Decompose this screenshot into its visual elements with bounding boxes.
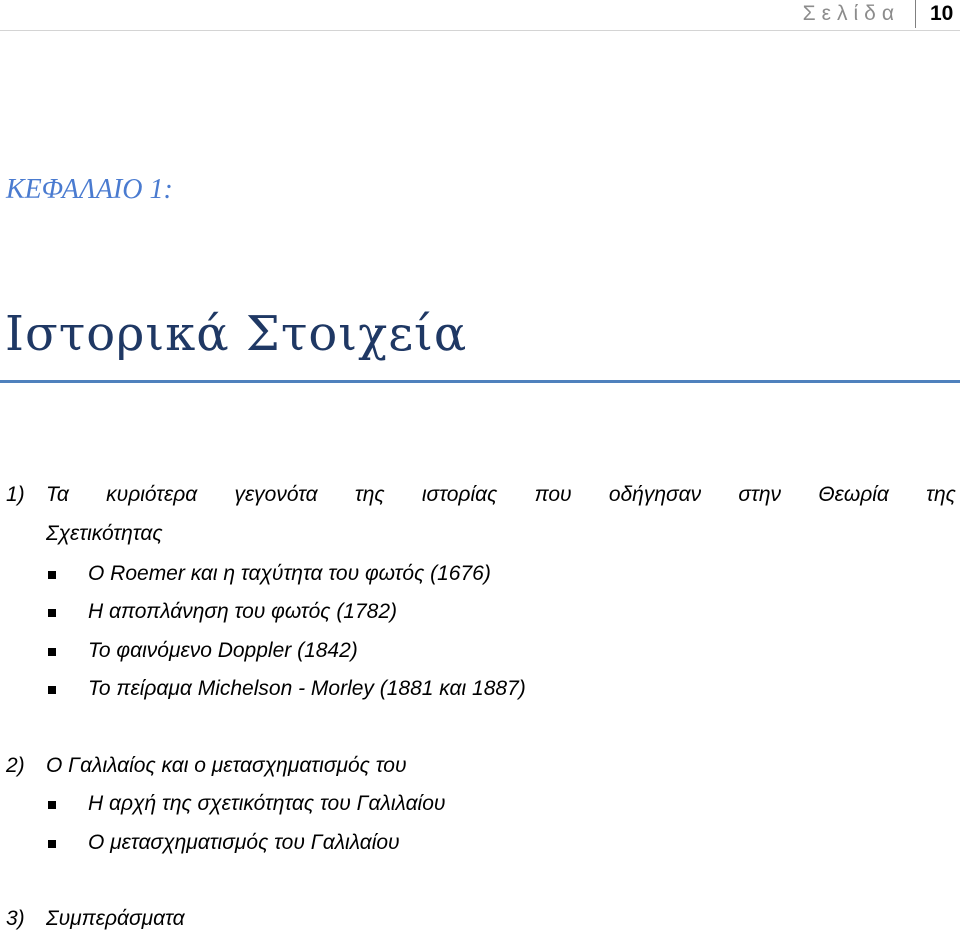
heading-word: γεγονότα [234, 483, 318, 506]
heading-word: της [354, 483, 385, 506]
heading-word: ιστορίας [421, 483, 498, 506]
page-label: Σελίδα [802, 2, 900, 25]
header-divider [915, 0, 916, 28]
title-underline [0, 380, 960, 383]
header-rule [0, 30, 960, 31]
list-item: Η αρχή της σχετικότητας του Γαλιλαίου [88, 792, 446, 815]
section-number: 3) [6, 907, 25, 930]
section-heading-continuation: Σχετικότητας [46, 522, 163, 545]
square-bullet-icon [48, 801, 56, 809]
section-heading: Ο Γαλιλαίος και ο μετασχηματισμός του [46, 754, 407, 777]
list-item: Η αποπλάνηση του φωτός (1782) [88, 600, 398, 623]
heading-word: Θεωρία [818, 483, 889, 506]
heading-word: που [534, 483, 572, 506]
heading-word: κυριότερα [106, 483, 198, 506]
list-item: Το πείραμα Michelson - Morley (1881 και 1887) [88, 677, 526, 700]
section-heading: Συμπεράσματα [46, 907, 185, 930]
square-bullet-icon [48, 571, 56, 579]
list-item: Ο μετασχηματισμός του Γαλιλαίου [88, 831, 400, 854]
page-title: Ιστορικά Στοιχεία [5, 306, 468, 362]
list-item: Ο Roemer και η ταχύτητα του φωτός (1676) [88, 562, 491, 585]
square-bullet-icon [48, 648, 56, 656]
heading-word: στην [738, 483, 782, 506]
chapter-label: ΚΕΦΑΛΑΙΟ 1: [6, 174, 173, 205]
square-bullet-icon [48, 609, 56, 617]
list-item: Το φαινόμενο Doppler (1842) [88, 639, 358, 662]
section-number: 1) [6, 483, 25, 506]
section-heading [46, 483, 956, 507]
heading-word: Τα [46, 483, 69, 506]
square-bullet-icon [48, 840, 56, 848]
square-bullet-icon [48, 686, 56, 694]
heading-word: της [926, 483, 956, 506]
heading-word: οδήγησαν [608, 483, 702, 506]
section-number: 2) [6, 754, 25, 777]
page-number: 10 [930, 2, 954, 25]
